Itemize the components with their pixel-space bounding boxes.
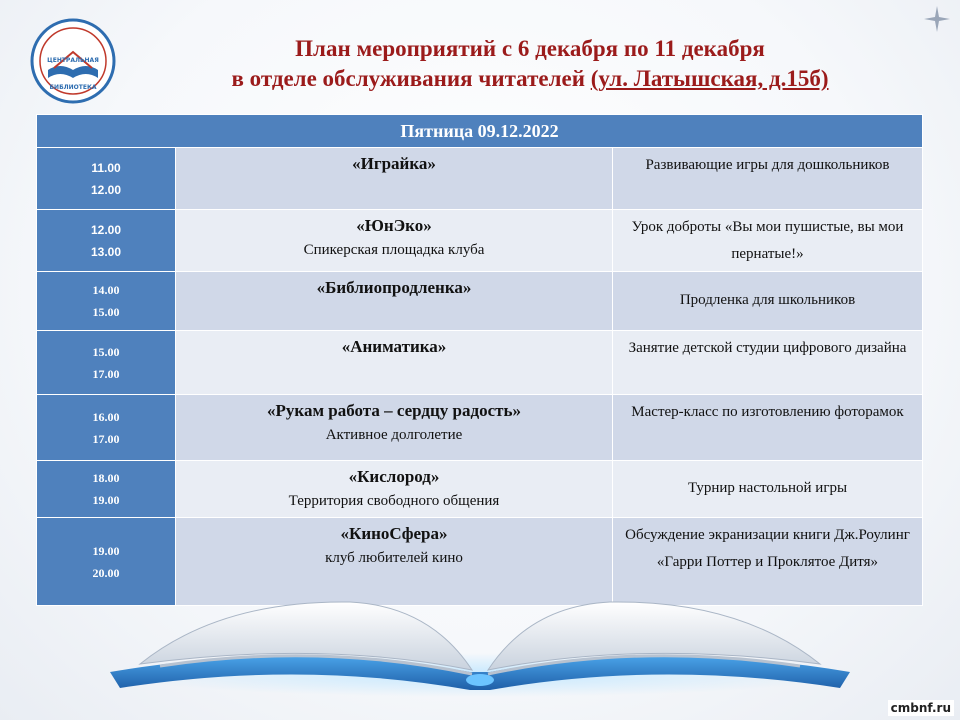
event-name: «ЮнЭко» — [356, 216, 432, 235]
description-cell: Урок доброты «Вы мои пушистые, вы мои пернатые!» — [613, 210, 923, 272]
schedule-day-header: Пятница 09.12.2022 — [37, 115, 923, 148]
event-cell — [176, 461, 613, 518]
time-cell: 11.00 12.00 — [37, 148, 176, 210]
svg-text:БИБЛИОТЕКА: БИБЛИОТЕКА — [49, 84, 97, 91]
event-cell — [176, 331, 613, 395]
table-row — [37, 331, 923, 395]
description-cell: Занятие детской студии цифрового дизайна — [613, 331, 923, 395]
event-name: «Играйка» — [352, 154, 436, 173]
time-cell: 12.00 13.00 — [37, 210, 176, 272]
time-cell: 16.00 17.00 — [37, 395, 176, 461]
time-cell: 18.00 19.00 — [37, 461, 176, 518]
table-row — [37, 461, 923, 518]
svg-text:ЦЕНТРАЛЬНАЯ: ЦЕНТРАЛЬНАЯ — [47, 57, 99, 64]
event-cell — [176, 210, 613, 272]
event-cell — [176, 148, 613, 210]
table-row — [37, 210, 923, 272]
title-line-1: План мероприятий с 6 декабря по 11 декабря — [295, 36, 765, 61]
event-name: «Аниматика» — [341, 337, 447, 356]
title-line-2-prefix: в отделе обслуживания читателей — [231, 66, 591, 91]
time-cell: 14.00 15.00 — [37, 272, 176, 331]
event-name: «Рукам работа – сердцу радость» — [267, 401, 521, 420]
time-cell: 15.00 17.00 — [37, 331, 176, 395]
table-row — [37, 395, 923, 461]
description-cell: Развивающие игры для дошкольников — [613, 148, 923, 210]
event-name: «Кислород» — [348, 467, 440, 486]
event-name: «Библиопродленка» — [316, 278, 472, 297]
table-row — [37, 272, 923, 331]
corner-star-decoration — [924, 6, 950, 32]
description-cell: Мастер-класс по изготовлению фоторамок — [613, 395, 923, 461]
open-book-illustration — [100, 580, 860, 700]
page-title — [130, 34, 930, 94]
event-subtitle: Спикерская площадка клуба — [303, 242, 485, 258]
event-cell — [176, 272, 613, 331]
description-cell: Обсуждение экранизации книги Дж.Роулинг «Гарри Поттер и Проклятое Дитя» — [613, 518, 923, 606]
event-subtitle: клуб любителей кино — [325, 550, 463, 566]
event-name: «КиноСфера» — [340, 524, 448, 543]
title-address: (ул. Латышская, д.15б) — [590, 66, 829, 91]
event-cell — [176, 395, 613, 461]
description-cell: Турнир настольной игры — [613, 461, 923, 518]
table-row — [37, 148, 923, 210]
title-line-2 — [130, 64, 930, 94]
library-logo — [30, 18, 116, 104]
watermark: cmbnf.ru — [888, 700, 954, 716]
schedule-table — [36, 114, 923, 606]
description-cell: Продленка для школьников — [613, 272, 923, 331]
time-cell: 19.00 20.00 — [37, 518, 176, 606]
event-subtitle: Территория свободного общения — [288, 493, 500, 509]
event-subtitle: Активное долголетие — [325, 427, 463, 443]
